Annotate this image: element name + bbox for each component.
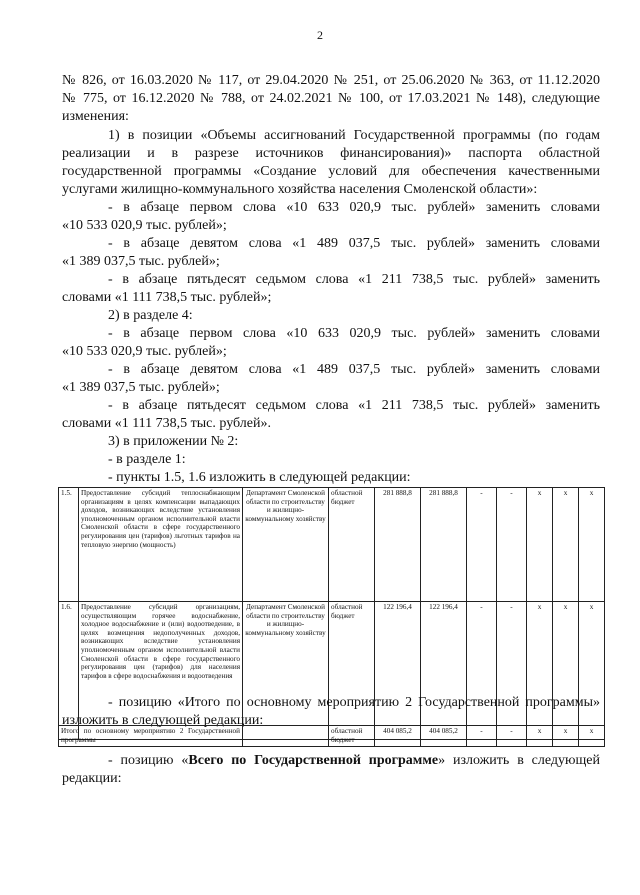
row-x-3: x	[579, 488, 605, 602]
total-x-2: x	[553, 726, 579, 747]
item1-a1b: «10 533 020,9 тыс. рублей»;	[62, 218, 227, 233]
row-measure: Предоставление субсидий теплоснабжающим организациям в целях компенсации выпадающих доходов, возникающих вследствие установления уполномоченным органом исполнительной власти Смоленской области в сфере государственного регулирования цен (тарифов) льготных тарифов на тепловую энергию (мощность)	[79, 488, 243, 602]
item2-a1b: «10 533 020,9 тыс. рублей»;	[62, 344, 227, 359]
total-year-1: 404 085,2	[421, 726, 467, 747]
item3-head: 3) в приложении № 2:	[108, 434, 239, 449]
row-year-2: -	[467, 488, 497, 602]
item2-a3: - в абзаце пятьдесят седьмом слова «1 211 738,5 тыс. рублей» заменить	[108, 398, 600, 413]
total-year-3: -	[497, 726, 527, 747]
item1-a1: - в абзаце первом слова «10 633 020,9 тыс. рублей» заменить словами	[108, 200, 600, 215]
total-executor	[243, 726, 329, 747]
item1-line-1: 1) в позиции «Объемы ассигнований Государственной программы (по годам	[108, 128, 600, 143]
table-row	[59, 726, 605, 747]
row-number: 1.6.	[59, 602, 79, 740]
total-source: областной бюджет	[329, 726, 375, 747]
row-source: областной бюджет	[329, 488, 375, 602]
row-x-2: x	[553, 488, 579, 602]
item5-pre: - позицию «	[108, 753, 189, 768]
row-number: 1.5.	[59, 488, 79, 602]
item2-a1: - в абзаце первом слова «10 633 020,9 тыс. рублей» заменить словами	[108, 326, 600, 341]
intro-line-1: № 826, от 16.03.2020 № 117, от 29.04.2020 № 251, от 25.06.2020 № 363, от 11.12.2020	[62, 73, 600, 88]
total-sum: 404 085,2	[375, 726, 421, 747]
page-number: 2	[317, 28, 323, 42]
item1-a2: - в абзаце девятом слова «1 489 037,5 тыс. рублей» заменить словами	[108, 236, 600, 251]
row-total: 122 196,4	[375, 602, 421, 740]
item1-line-3: государственной программы «Создание условий для обеспечения качественными	[62, 164, 600, 179]
total-label: Итого по основному мероприятию 2 Государственной программы	[59, 726, 243, 747]
row-x-2: x	[553, 602, 579, 740]
intro-line-2: № 775, от 16.12.2020 № 788, от 24.02.2021 № 100, от 17.03.2021 № 148), следующие	[62, 91, 600, 106]
item5-line-1	[108, 752, 600, 770]
row-year-3: -	[497, 488, 527, 602]
row-x-1: x	[527, 602, 553, 740]
item2-head: 2) в разделе 4:	[108, 308, 193, 323]
row-source: областной бюджет	[329, 602, 375, 740]
item2-a3b: словами «1 111 738,5 тыс. рублей».	[62, 416, 271, 431]
item5-post: » изложить в следующей	[438, 753, 600, 768]
item5-bold: Всего по Государственной программе	[188, 753, 439, 768]
total-year-2: -	[467, 726, 497, 747]
row-total: 281 888,8	[375, 488, 421, 602]
item4-line-1: - позицию «Итого по основному мероприятию 2 Государственной программы»	[108, 695, 600, 710]
item3-s2: - пункты 1.5, 1.6 изложить в следующей редакции:	[108, 470, 411, 485]
row-year-2: -	[467, 602, 497, 740]
item4-line-2: изложить в следующей редакции:	[62, 713, 264, 728]
item1-line-4: услугами жилищно-коммунального хозяйства населения Смоленской области»:	[62, 182, 538, 197]
total-x-1: x	[527, 726, 553, 747]
item1-a3: - в абзаце пятьдесят седьмом слова «1 211 738,5 тыс. рублей» заменить	[108, 272, 600, 287]
row-measure: Предоставление субсидий организациям, осуществляющим горячее водоснабжение, холодное водоснабжение и (или) водоотведение, в целях возмещения недополученных доходов, возникающих вследствие установления уполномоченным органом исполнительной власти Смоленской области в сфере государственного регулирования цен (тарифов) для населения тарифов в сфере водоснабжения и водоотведения	[79, 602, 243, 740]
row-year-1: 281 888,8	[421, 488, 467, 602]
intro-line-3: изменения:	[62, 109, 129, 124]
row-year-1: 122 196,4	[421, 602, 467, 740]
item3-s1: - в разделе 1:	[108, 452, 186, 467]
row-year-3: -	[497, 602, 527, 740]
total-x-3: x	[579, 726, 605, 747]
row-executor: Департамент Смоленской области по строительству и жилищно-коммунальному хозяйству	[243, 488, 329, 602]
item1-a2b: «1 389 037,5 тыс. рублей»;	[62, 254, 220, 269]
row-x-1: x	[527, 488, 553, 602]
item1-line-2: реализации и в разрезе источников финансирования)» паспорта областной	[62, 146, 600, 161]
item1-a3b: словами «1 111 738,5 тыс. рублей»;	[62, 290, 272, 305]
item2-a2b: «1 389 037,5 тыс. рублей»;	[62, 380, 220, 395]
item2-a2: - в абзаце девятом слова «1 489 037,5 тыс. рублей» заменить словами	[108, 362, 600, 377]
total-table	[58, 725, 605, 747]
row-x-3: x	[579, 602, 605, 740]
item5-line-2: редакции:	[62, 771, 122, 786]
table-row	[59, 488, 605, 602]
row-executor: Департамент Смоленской области по строительству и жилищно-коммунальному хозяйству	[243, 602, 329, 740]
